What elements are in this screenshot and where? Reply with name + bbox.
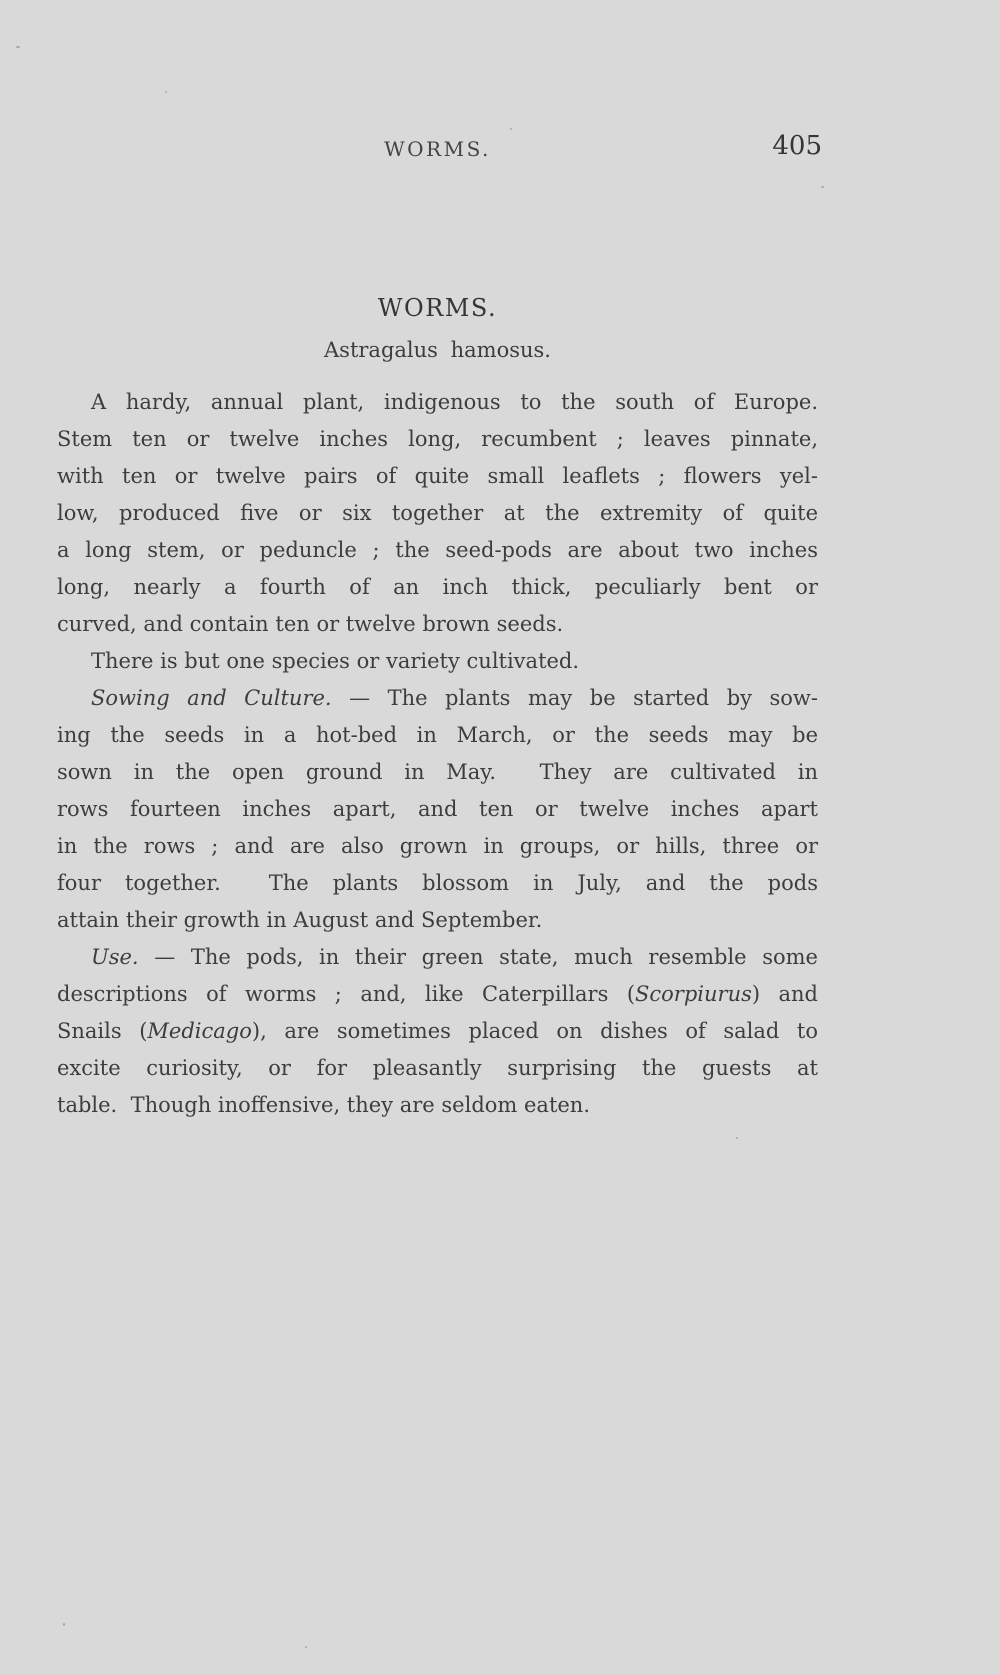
body-text-segment: — The plants may be started by sow- — [331, 686, 818, 710]
text-line — [57, 680, 818, 717]
species-subtitle: Astragalus hamosus. — [324, 338, 551, 362]
text-line — [57, 458, 818, 495]
text-line — [57, 569, 818, 606]
body-text-segment: ), are sometimes placed on dishes of salad to — [251, 1019, 818, 1043]
body-text-segment: excite curiosity, or for pleasantly surprising the guests at — [57, 1056, 818, 1080]
body-text-segment: curved, and contain ten or twelve brown seeds. — [57, 612, 564, 636]
body-text-segment: table. Though inoffensive, they are seldom eaten. — [57, 1093, 591, 1117]
text-line — [57, 1050, 818, 1087]
italic-text: Use. — [91, 945, 139, 969]
body-text-segment: a long stem, or peduncle ; the seed-pods are about two inches — [57, 538, 818, 562]
body-text-segment: Snails ( — [57, 1019, 148, 1043]
scan-speck — [16, 46, 20, 48]
text-block — [57, 0, 822, 1675]
page-number: 405 — [772, 131, 822, 161]
body-text-segment: rows fourteen inches apart, and ten or twelve inches apart — [57, 797, 818, 821]
text-line — [57, 532, 818, 569]
text-line — [57, 495, 818, 532]
body-text-segment: Stem ten or twelve inches long, recumbent ; leaves pinnate, — [57, 427, 818, 451]
italic-text: Sowing and Culture. — [91, 686, 332, 710]
body-text-segment: ing the seeds in a hot-bed in March, or the seeds may be — [57, 723, 818, 747]
body-text-segment: ) and — [751, 982, 818, 1006]
body-text-segment: with ten or twelve pairs of quite small leaflets ; flowers yel- — [57, 464, 818, 488]
text-line — [57, 902, 818, 939]
running-head: WORMS. — [384, 137, 491, 161]
body-text-segment: four together. The plants blossom in July, and the pods — [57, 871, 818, 895]
text-line — [57, 828, 818, 865]
italic-text: Medicago — [147, 1019, 252, 1043]
italic-text: Scorpiurus — [635, 982, 752, 1006]
text-line — [57, 717, 818, 754]
body-text-segment: long, nearly a fourth of an inch thick, peculiarly bent or — [57, 575, 818, 599]
text-line — [57, 421, 818, 458]
text-line — [57, 865, 818, 902]
text-line — [57, 606, 818, 643]
text-line — [57, 1087, 818, 1124]
body-text-segment: low, produced five or six together at the extremity of quite — [57, 501, 818, 525]
body-text-segment: There is but one species or variety cultivated. — [91, 649, 580, 673]
text-line — [57, 939, 818, 976]
text-line — [57, 1013, 818, 1050]
text-line — [57, 643, 818, 680]
body-text-segment: descriptions of worms ; and, like Caterpillars ( — [57, 982, 636, 1006]
body-text-segment: sown in the open ground in May. They are cultivated in — [57, 760, 818, 784]
scan-speck — [821, 186, 824, 188]
body-text-segment: — The pods, in their green state, much resemble some — [138, 945, 818, 969]
body-text-segment: A hardy, annual plant, indigenous to the south of Europe. — [91, 390, 818, 414]
text-line — [57, 791, 818, 828]
body-text-segment: attain their growth in August and September. — [57, 908, 543, 932]
text-line — [57, 976, 818, 1013]
body-text — [57, 384, 818, 1124]
article-title: WORMS. — [377, 294, 498, 322]
text-line — [57, 754, 818, 791]
text-line — [57, 384, 818, 421]
body-text-segment: in the rows ; and are also grown in groups, or hills, three or — [57, 834, 818, 858]
